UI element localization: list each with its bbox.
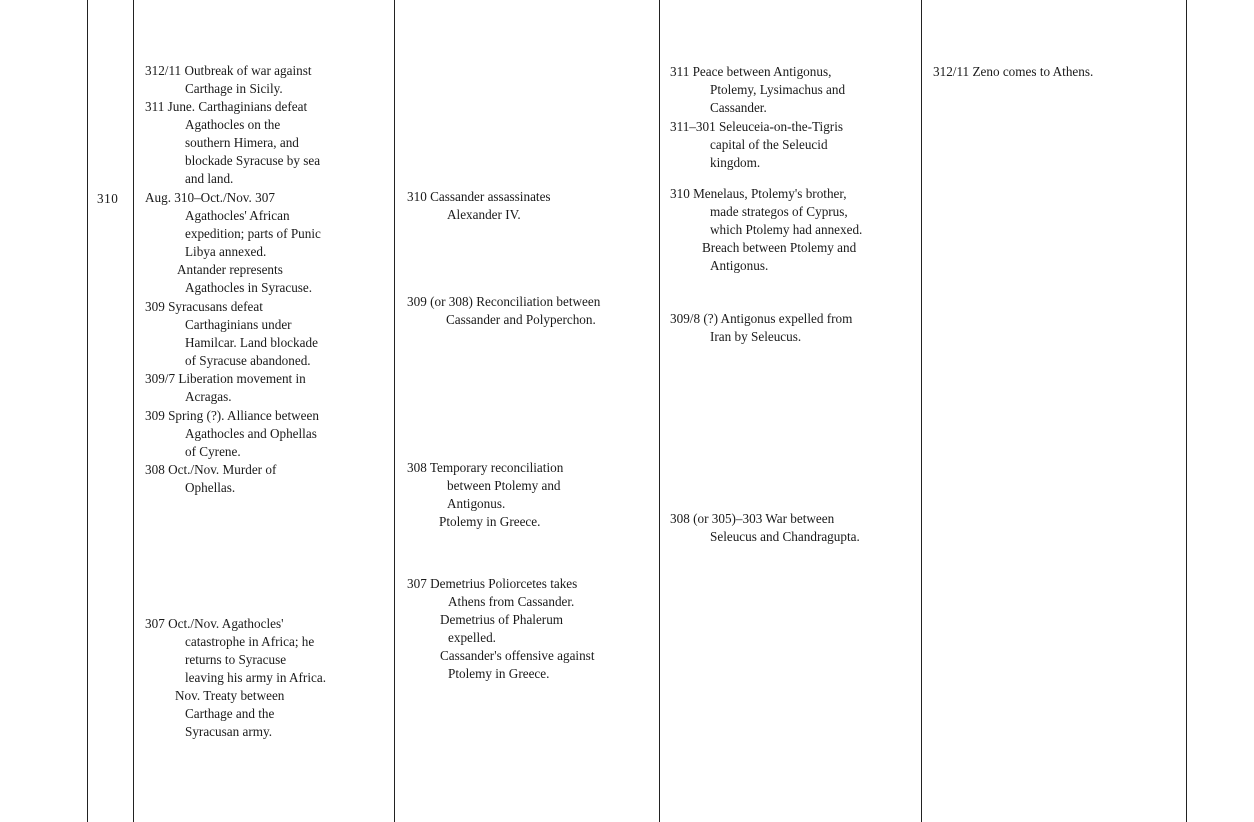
- entry-line: and land.: [185, 171, 234, 186]
- entry-line: Agathocles and Ophellas: [185, 426, 317, 441]
- entry-line: which Ptolemy had annexed.: [710, 222, 863, 237]
- entry-line: 311 Peace between Antigonus,: [670, 64, 832, 79]
- entry-line: 309/7 Liberation movement in: [145, 371, 306, 386]
- entry-line: 310 Menelaus, Ptolemy's brother,: [670, 186, 847, 201]
- entry-line: Carthage and the: [185, 706, 275, 721]
- entry-line: 311 June. Carthaginians defeat: [145, 99, 308, 114]
- entry-line: Antigonus.: [710, 258, 769, 273]
- entry-line: of Cyrene.: [185, 444, 241, 459]
- entry-line: 309 Syracusans defeat: [145, 299, 263, 314]
- column-rule: [87, 0, 88, 822]
- entry-line: catastrophe in Africa; he: [185, 634, 315, 649]
- entry-line: 307 Oct./Nov. Agathocles': [145, 616, 284, 631]
- west-entry: [145, 62, 312, 98]
- entry-line: leaving his army in Africa.: [185, 670, 326, 685]
- entry-line: 308 (or 305)–303 War between: [670, 511, 835, 526]
- west-entry: [145, 407, 319, 461]
- entry-line: Hamilcar. Land blockade: [185, 335, 318, 350]
- entry-line: expelled.: [448, 630, 496, 645]
- entry-line: returns to Syracuse: [185, 652, 287, 667]
- entry-line: Ophellas.: [185, 480, 236, 495]
- entry-line: expedition; parts of Punic: [185, 226, 321, 241]
- entry-line: Cassander.: [710, 100, 767, 115]
- entry-line: Iran by Seleucus.: [710, 329, 802, 344]
- west-entry: [145, 298, 318, 370]
- entry-line: 311–301 Seleuceia-on-the-Tigris: [670, 119, 843, 134]
- entry-line: kingdom.: [710, 155, 761, 170]
- entry-line: Ptolemy, Lysimachus and: [710, 82, 846, 97]
- entry-line: Carthaginians under: [185, 317, 292, 332]
- east-entry: [670, 63, 845, 117]
- entry-line: Agathocles' African: [185, 208, 290, 223]
- entry-line: Breach between Ptolemy and: [702, 240, 857, 255]
- greece-entry: [407, 575, 594, 683]
- east-entry: [670, 510, 860, 546]
- entry-line: Athens from Cassander.: [448, 594, 575, 609]
- entry-line: 312/11 Outbreak of war against: [145, 63, 312, 78]
- entry-line: Demetrius of Phalerum: [440, 612, 564, 627]
- entry-line: southern Himera, and: [185, 135, 299, 150]
- entry-line: Cassander and Polyperchon.: [446, 312, 596, 327]
- entry-line: Cassander's offensive against: [440, 648, 595, 663]
- entry-line: Acragas.: [185, 389, 232, 404]
- greece-entry: [407, 293, 600, 329]
- east-entry: [670, 310, 852, 346]
- entry-line: Agathocles on the: [185, 117, 281, 132]
- entry-line: Ptolemy in Greece.: [448, 666, 550, 681]
- entry-line: 309/8 (?) Antigonus expelled from: [670, 311, 853, 326]
- entry-line: Aug. 310–Oct./Nov. 307: [145, 190, 275, 205]
- entry-line: 307 Demetrius Poliorcetes takes: [407, 576, 578, 591]
- west-entry: [145, 370, 306, 406]
- entry-line: Nov. Treaty between: [175, 688, 285, 703]
- greece-entry: [407, 459, 563, 531]
- entry-line: 310 Cassander assassinates: [407, 189, 551, 204]
- west-entry: [145, 98, 320, 188]
- entry-line: 308 Oct./Nov. Murder of: [145, 462, 277, 477]
- column-rule: [133, 0, 134, 822]
- east-entry: [670, 185, 862, 275]
- entry-line: Seleucus and Chandragupta.: [710, 529, 860, 544]
- entry-line: Antigonus.: [447, 496, 506, 511]
- culture-entry: [933, 63, 1093, 81]
- entry-line: between Ptolemy and: [447, 478, 561, 493]
- entry-line: Syracusan army.: [185, 724, 273, 739]
- entry-line: 309 Spring (?). Alliance between: [145, 408, 319, 423]
- entry-line: of Syracuse abandoned.: [185, 353, 311, 368]
- west-entry: [145, 615, 326, 741]
- column-rule: [921, 0, 922, 822]
- entry-line: Libya annexed.: [185, 244, 267, 259]
- entry-line: Carthage in Sicily.: [185, 81, 283, 96]
- east-entry: [670, 118, 843, 172]
- entry-line: Antander represents: [177, 262, 283, 277]
- west-entry: [145, 189, 321, 297]
- column-rule: [659, 0, 660, 822]
- west-entry: [145, 461, 276, 497]
- entry-line: Agathocles in Syracuse.: [185, 280, 313, 295]
- entry-line: 309 (or 308) Reconciliation between: [407, 294, 601, 309]
- entry-line: Ptolemy in Greece.: [439, 514, 541, 529]
- entry-line: Alexander IV.: [447, 207, 521, 222]
- year-marker: 310: [97, 191, 119, 206]
- entry-line: capital of the Seleucid: [710, 137, 828, 152]
- entry-line: 308 Temporary reconciliation: [407, 460, 564, 475]
- greece-entry: [407, 188, 551, 224]
- column-rule: [394, 0, 395, 822]
- entry-line: 312/11 Zeno comes to Athens.: [933, 64, 1094, 79]
- column-rule: [1186, 0, 1187, 822]
- entry-line: blockade Syracuse by sea: [185, 153, 321, 168]
- entry-line: made strategos of Cyprus,: [710, 204, 848, 219]
